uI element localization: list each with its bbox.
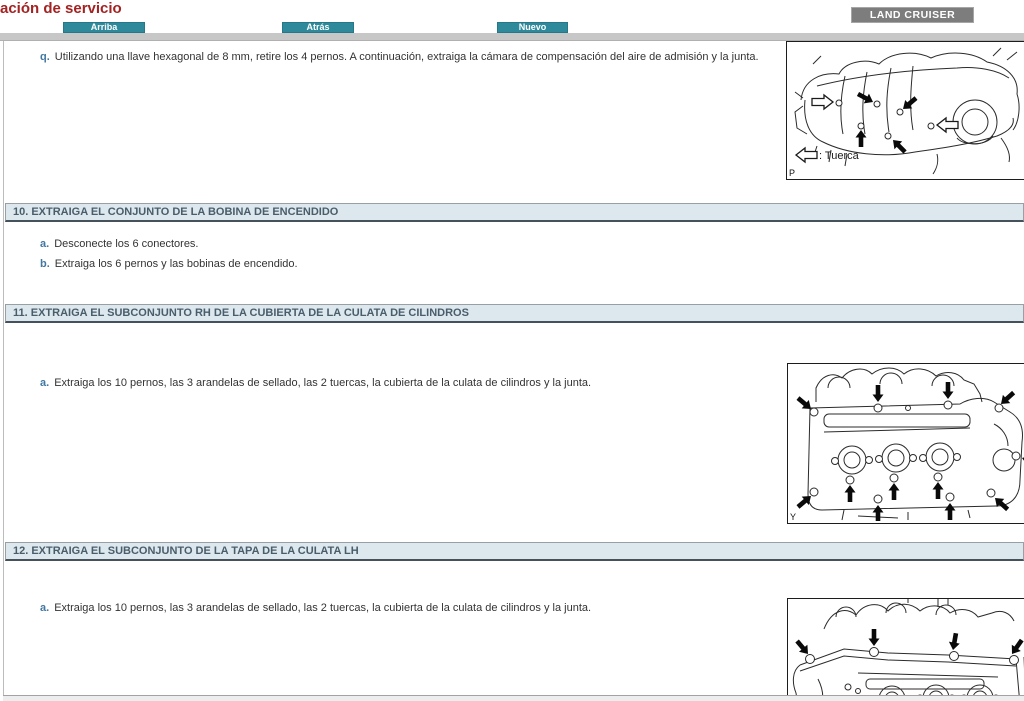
step-text: Extraiga los 6 pernos y las bobinas de encendido. <box>54 258 298 270</box>
nav-up-button[interactable]: Arriba <box>63 22 145 33</box>
figure-surge-tank <box>786 41 1024 180</box>
figure-corner-label: P <box>789 168 796 178</box>
step-11a <box>40 377 591 390</box>
section-11-header: 11. EXTRAIGA EL SUBCONJUNTO RH DE LA CUBIERTA DE LA CULATA DE CILINDROS <box>5 304 1024 323</box>
step-text: Extraiga los 10 pernos, las 3 arandelas de sellado, las 2 tuercas, la cubierta de la culata de cilindros y la junta. <box>54 377 592 389</box>
bottom-scroll-strip[interactable] <box>3 695 1024 701</box>
step-marker: a. <box>40 238 50 250</box>
step-10b <box>40 258 298 271</box>
nav-new-button[interactable]: Nuevo <box>497 22 568 33</box>
intake-surge-tank-illustration <box>787 42 1024 177</box>
cylinder-head-cover-rh-illustration <box>788 364 1024 521</box>
figure-head-cover-rh <box>787 363 1024 524</box>
header-divider <box>0 33 1024 41</box>
outline-nut-arrow-icon <box>796 148 817 162</box>
cylinder-head-cover-lh-illustration <box>788 599 1024 701</box>
step-10a <box>40 238 199 251</box>
figure-corner-label: Y <box>790 512 797 522</box>
step-marker: a. <box>40 377 50 389</box>
step-marker: b. <box>40 258 50 270</box>
figure-legend-tuerca: : Tuerca <box>819 150 859 162</box>
content-frame-border <box>3 41 4 701</box>
step-q <box>40 51 759 64</box>
model-badge: LAND CRUISER <box>851 7 974 23</box>
step-marker: q. <box>40 51 50 63</box>
section-12-header: 12. EXTRAIGA EL SUBCONJUNTO DE LA TAPA DE LA CULATA LH <box>5 542 1024 561</box>
step-text: Utilizando una llave hexagonal de 8 mm, retire los 4 pernos. A continuación, extraiga la cámara de compensación del aire de admisión y la junta. <box>54 51 759 63</box>
page-title: ación de servicio <box>0 0 122 17</box>
figure-head-cover-lh <box>787 598 1024 701</box>
step-marker: a. <box>40 602 50 614</box>
section-10-header: 10. EXTRAIGA EL CONJUNTO DE LA BOBINA DE ENCENDIDO <box>5 203 1024 222</box>
nav-back-button[interactable]: Atrás <box>282 22 354 33</box>
step-12a <box>40 602 591 615</box>
step-text: Desconecte los 6 conectores. <box>54 238 199 250</box>
step-text: Extraiga los 10 pernos, las 3 arandelas de sellado, las 2 tuercas, la cubierta de la culata de cilindros y la junta. <box>54 602 592 614</box>
